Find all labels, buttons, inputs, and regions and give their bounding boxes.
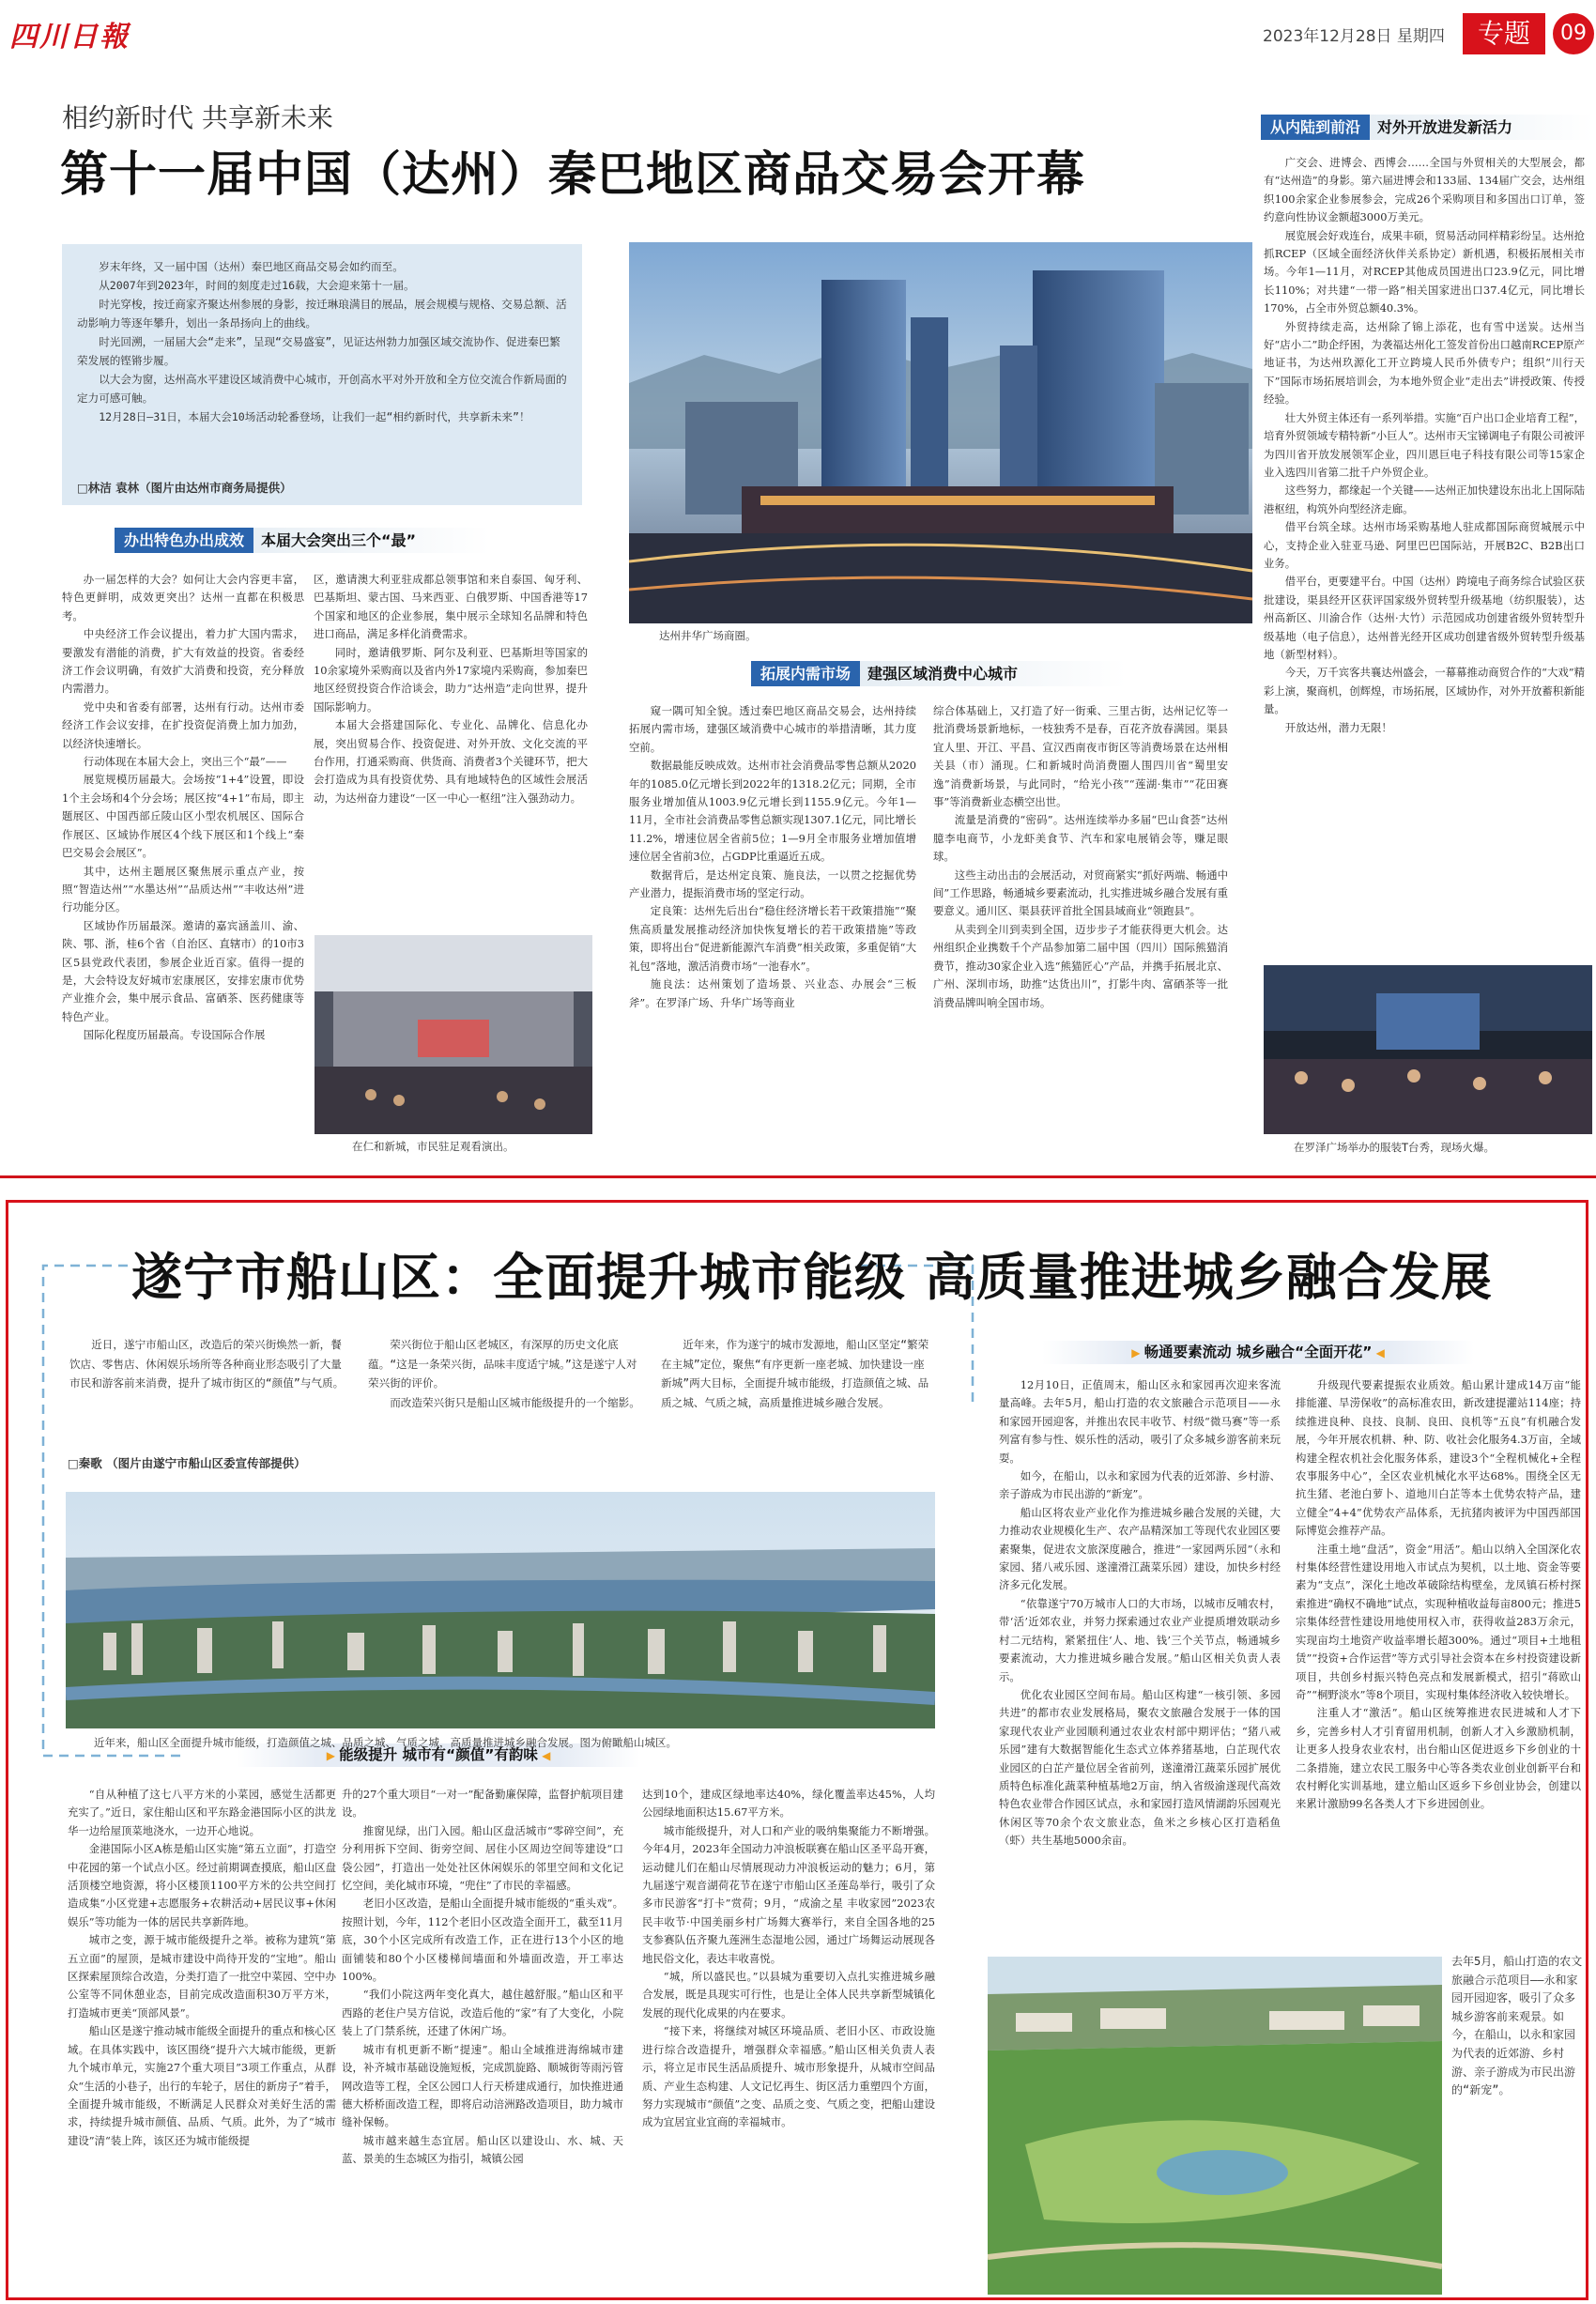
photo-1-caption: 达州井华广场商圈。 [659, 629, 757, 642]
photo-mall-performance [315, 935, 592, 1134]
garden-photo-caption: 去年5月，船山打造的农文旅融合示范项目——永和家园开园迎客，吸引了众多城乡游客前来观景。如今，在船山，以永和家园为代表的近郊游、乡村游、亲子游成为市民出游的“新宠”。 [1451, 1955, 1583, 2097]
subhead-3-text: 对外开放进发新活力 [1377, 118, 1513, 136]
top-story-lead-box [62, 244, 582, 505]
photo-shopping-district [629, 242, 1252, 623]
bottom-col-e: 升级现代要素提振农业质效。船山累计建成14万亩“能排能灌、旱涝保收”的高标准农田，新改建提灌站114座；持续推进良种、良技、良制、良田、良机等“五良”有机融合发展，今年开展农机耕、种、防、收社会化服务4.3万亩，全域构建全程农机社会化服务体系，建设3个“全程机械化+全程农事服务中心”，全区农业机械化水平达68%。围绕全区无抗生猪、老池白萝卜、道地川白芷等本土优势农特产品，建立健全“4+4”优势农产品体系，无抗猪肉被评为中国西部国际博览会推荐产品。 注重土地“盘活”，资金“用活”。船山以纳入全国深化农村集体经营性建设用地入市试点为契机，以土地、资金等要素为“支点”，深化土地改革破除结构壁垒，龙凤镇石桥村探索推进“确权不确地”试点，实现种植收益每亩800元；推进5宗集体经营性建设用地使用权入市，获得收益283万余元，实现亩均土地资产收益率增长超300%。通过“项目+土地租赁”“投资+合作运营”等方式引导社会资本在乡村投资建设新项目，共创乡村振兴特色亮点和发展新模式，招引“蒋欧山奇”“桐野淡水”等8个项目，实现村集体经济收入较快增长。 注重人才“激活”。船山区统筹推进农民进城和人才下乡，完善乡村人才引育留用机制，创新人才入乡激励机制，让更多人投身农业农村，出台船山区促进返乡下乡创业的十二条措施，建立农民工服务中心等各类农业创业创新平台和农村孵化实训基地，建立船山区返乡下乡创业协会，创建以来累计激励99名各类人才下乡进园创业。 [1296, 1378, 1581, 1811]
subhead-1-text: 本届大会突出三个“最” [261, 531, 417, 549]
top-story-lead: 岁末年终，又一届中国（达州）秦巴地区商品交易会如约而至。 从2007年到2023年，时间的刻度走过16载，大会迎来第十一届。 时光穿梭，按迁商家齐聚达州参展的身影，按迁琳琅满目的展品，展会规模与规格、交易总额、活动影响力等逐年攀升，划出一条昂扬向上的曲线。 时光回溯，一届届大会“走来”，呈现“交易盛宴”，见证达州勃力加强区域交流协作、促进秦巴繁荣发展的铿锵步履。 以大会为窗，达州高水平建设区域消费中心城市，开创高水平对外开放和全方位交流合作新局面的定力可感可触。 12月28日—31日，本届大会10场活动轮番登场，让我们一起“相约新时代，共享新未来”！ [77, 260, 567, 423]
top-col-d: 综合体基础上，又打造了好一街乘、三里古街，达州记忆等一批消费场景新地标，一枝独秀不是春，百花齐放春满园。渠县宜人里、开江、平昌、宣汉西南夜市街区等消费场景在达州相关县（市）涌现。仁和新城时尚消费圈人围四川省“蜀里安逸”消费新场景，与此同时，“给光小孩”“莲湖·集市”“花田赛事”等消费新业态横空出世。 流量是消费的“密码”。达州连续举办多届“巴山食荟”达州臆李电商节，小龙虾美食节、汽车和家电展销会等，赚足眼球。 这些主动出击的会展活动，对贸商紧实“抓好两端、畅通中间”工作思路，畅通城乡要素流动，扎实推进城乡融合发展有重要意义。通川区、渠县获评首批全国县域商业“领跑县”。 从卖到全川到卖到全国，迈步步子才能获得更大机会。达州组织企业携数千个产品参加第二届中国（四川）国际熊猫消费节，推动30家企业入选“熊猫匠心”产品，并携手拓展北京、广州、深圳市场，助推“达货出川”，打影牛肉、富硒茶等一批消费品牌叫响全国市场。 [933, 704, 1228, 1009]
subhead-1 [115, 528, 490, 553]
bottom-story-byline: □秦歌 （图片由遂宁市船山区委宣传部提供） [68, 1456, 306, 1470]
photo-2-caption: 在仁和新城，市民驻足观看演出。 [352, 1140, 514, 1153]
subhead-2-text: 建强区域消费中心城市 [867, 665, 1019, 683]
page-number: 09 [1553, 13, 1594, 54]
bottom-subhead-2: ▶ 能级提升 城市有“颜值”有韵味 ◀ [237, 1743, 640, 1767]
photo-3-caption: 在罗泽广场举办的服装T台秀，现场火爆。 [1294, 1141, 1496, 1154]
issue-date: 2023年12月28日 星期四 [1263, 27, 1445, 46]
bottom-lead-3: 近年来，作为遂宁的城市发源地，船山区坚定“繁荣在主城”定位，聚焦“有序更新一座老城、加快建设一座新城”两大目标，全面提升城市能级，打造颜值之城、品质之城、气质之城，高质量推进城乡融合发展。 [661, 1338, 929, 1409]
bottom-subhead-1-text: 畅通要素流动 城乡融合“全面开花” [1143, 1344, 1373, 1360]
subhead-3-label: 从内陆到前沿 [1261, 115, 1370, 140]
bottom-lead-1: 近日，遂宁市船山区，改造后的荣兴街焕然一新，餐饮店、零售店、休闲娱乐场所等各种商业形态吸引了大量市民和游客前来消费，提升了城市街区的“颜值”与气质。 [69, 1338, 345, 1390]
subhead-2-label: 拓展内需市场 [751, 661, 860, 686]
bottom-lead-2: 荣兴街位于船山区老城区，有深厚的历史文化底蕴。“这是一条荣兴街，品味丰度适宁城。”这是遂宁人对荣兴街的评价。 而改造荣兴街只是船山区城市能级提升的一个缩影。 [368, 1338, 640, 1409]
photo-fashion-show [1264, 965, 1592, 1134]
bottom-subhead-2-text: 能级提升 城市有“颜值”有韵味 [339, 1746, 538, 1763]
top-story-title: 第十一届中国（达州）秦巴地区商品交易会开幕 [60, 147, 1086, 203]
subhead-2 [751, 661, 1127, 686]
photo-yonghe-garden [988, 1957, 1442, 2295]
top-col-a: 办一届怎样的大会？如何让大会内容更丰富，特色更鲜明，成效更突出？达州一直都在积极思考。 中央经济工作会议提出，着力扩大国内需求，要激发有潜能的消费，扩大有效益的投资。省委经济工作会议明确，有效扩大消费和投资，充分释放内需潜力。 党中央和省委有部署，达州有行动。达州市委经济工作会议安排，在扩投资促消费上加力加劲，以经济快速增长。 行动体现在本届大会上，突出三个“最”—— 展览规模历届最大。会场按“1+4”设置，即设1个主会场和4个分会场；展区按“4+1”布局，即主题展区、中国西部丘陵山区小型农机展区、国际合作展区、区域协作展区4个线下展区和1个线上“秦巴交易会会展区”。 其中，达州主题展区聚焦展示重点产业，按照“智造达州”“水墨达州”“品质达州”“丰收达州”进行功能分区。 区域协作历届最深。邀请的嘉宾涵盖川、渝、陕、鄂、浙，桂6个省（自治区、直辖市）的10市3区5县党政代表团，参展企业近百家。值得一提的是，大会特设友好城市宏康展区，安排宏康市优势产业推介会，集中展示食品、富硒茶、医药健康等特色产业。 国际化程度历届最高。专设国际合作展 [62, 573, 304, 1042]
top-story-byline: □林洁 袁林（图片由达州市商务局提供） [77, 481, 292, 495]
top-story-kicker: 相约新时代 共享新未来 [62, 102, 333, 133]
bottom-col-a: “自从种植了这七八平方米的小菜园，感觉生活都更充实了。”近日，家住船山区和平东路金港国际小区的洪龙华一边给屋顶菜地浇水，一边开心地说。 金港国际小区A栋是船山区实施“第五立面”，打造空中花园的第一个试点小区。经过前期调查摸底，船山区盘活顶楼空地资源，将小区楼顶1100平方米的公共空间打造成集“小区党建+志愿服务+农耕活动+居民议事+休闲娱乐”等功能为一体的居民共享新阵地。 城市之变，源于城市能级提升之举。被称为建筑“第五立面”的屋顶，是城市建设中尚待开发的“宝地”。船山区探索屋顶综合改造，分类打造了一批空中菜园、空中办公室等不同休憩业态，目前完成改造面积30万平方米，打造城市更美“顶部风景”。 船山区是遂宁推动城市能级全面提升的重点和核心区域。在具体实践中，该区围绕“提升六大城市能级，更新九个城市单元，实施27个重大项目”3项工作重点，从群众“生活的小巷子，出行的车轮子，居住的新房子”着手，全面提升城市能级，不断满足人民群众对美好生活的需求，持续提升城市颜值、品质、气质。此外，为了“城市建设”清“装上阵，该区还为城市能级提 [68, 1788, 336, 2147]
photo-aerial-city [66, 1492, 935, 1728]
aerial-photo-caption: 近年来，船山区全面提升城市能级，打造颜值之城、品质之城、气质之城，高质量推进城乡融合发展。图为俯瞰船山城区。 [94, 1736, 677, 1749]
bottom-col-b: 升的27个重大项目“一对一”配备勤廉保障，监督护航项目建设。 推窗见绿，出门入园。船山区盘活城市“零碎空间”，充分利用拆下空间、街旁空间、居住小区周边空间等建设“口袋公园”，打造出一处处社区休闲娱乐的邻里空间和文化记忆空间，美化城市环境，“兜住”了市民的幸福感。 老旧小区改造，是船山全面提升城市能级的“重头戏”。按照计划，今年，112个老旧小区改造全面开工，截至11月底，30个小区完成所有改造工作，正在进行13个小区的地面铺装和80个小区楼梯间墙面和外墙面改造，开工率达100%。 “我们小院这两年变化真大，越住越舒服。”船山区和平西路的老住户吴方信说，改造后他的“家”有了大变化，小院装上了门禁系统，还建了休闲广场。 城市有机更新不断“提速”。船山全域推进海绵城市建设，补齐城市基础设施短板，完成凯旋路、顺城街等雨污管网改造等工程，全区公园口人行天桥建成通行，加快推进通德大桥桥面改造工程，即将启动涪洲路改造项目，助力城市缝补保畅。 城市越来越生态宜居。船山区以建设山、水、城、天蓝、景美的生态城区为指引，城镇公园 [342, 1788, 623, 2166]
top-col-b: 区，邀请澳大利亚驻成都总领事馆和来自泰国、匈牙利、巴基斯坦、蒙古国、马来西亚、白俄罗斯、中国香港等17个国家和地区的企业参展，集中展示全球知名品牌和特色进口商品，满足多样化消费需求。 同时，邀请俄罗斯、阿尔及利亚、巴基斯坦等国家的10余家境外采购商以及省内外17家境内采购商，参加秦巴地区经贸投资合作洽谈会，助力“达州造”走向世界，提升国际影响力。 本届大会搭建国际化、专业化、品牌化、信息化办展，突出贸易合作、投资促进、对外开放、文化交流的平台作用，打通采购商、供货商、消费者3个关键环节，把大会打造成为具有投资优势、具有地域特色的区域性会展活动，为达州奋力建设“一区一中心一枢纽”注入强劲动力。 [314, 573, 588, 805]
section-divider [0, 1175, 1596, 1178]
subhead-1-label: 办出特色办出成效 [115, 528, 253, 553]
bottom-story-title: 遂宁市船山区：全面提升城市能级 高质量推进城乡融合发展 [131, 1248, 1493, 1307]
top-col-e: 广交会、进博会、西博会……全国与外贸相关的大型展会，都有“达州造”的身影。第六届进博会和133届、134届广交会，达州组织100余家企业参展参会，完成26个采购项目和多国出口订单，签约意向性协议金额超3000万美元。 展览展会好戏连台，成果丰硕，贸易活动同样精彩纷呈。达州抢抓RCEP（区域全面经济伙伴关系协定）新机遇，积极拓展相关市场。今年1—11月，对RCEP其他成员国进出口23.9亿元，同比增长110%；对共建“一带一路”相关国家进出口37.4亿元，同比增长170%，占全市外贸总额40.3%。 外贸持续走高，达州除了锦上添花，也有雪中送炭。达州当好“店小二”助企纾困，为袭福达州化工签发首份出口越南RCEP原产地证书，为达州玖源化工开立跨境人民币外债专户；组织“川行天下”国际市场拓展培训会，为本地外贸企业“走出去”讲授政策、传授经验。 壮大外贸主体还有一系列举措。实施“百户出口企业培育工程”，培育外贸领域专精特新“小巨人”。达州市天宝锑调电子有限公司被评为四川省开放发展领军企业，四川恩巨电子科技有限公司等15家企业入选四川省第二批千户外贸企业。 这些努力，都缘起一个关键——达州正加快建设东出北上国际陆港枢纽，构筑外向型经济走廊。 借平台筑全球。达州市场采购基地人驻成都国际商贸城展示中心，支持企业入驻亚马逊、阿里巴巴国际站，开展B2C、B2B出口业务。 借平台，更要建平台。中国（达州）跨境电子商务综合试验区获批建设，渠县经开区获评国家级外贸转型升级基地（纺织服装），达州高新区、川渝合作（达州·大竹）示范园成功创建省级外贸转型升级基地（电子信息），达州普光经开区成功创建省级外贸转型升级基地（新型材料）。 今天，万千宾客共襄达州盛会，一幕幕推动商贸合作的“大戏”精彩上演，聚商机，创辉煌，市场拓展，区域协作，对外开放蓄积新能量。 开放达州，潜力无限！ [1264, 156, 1585, 734]
top-col-c: 窥一隅可知全貌。透过秦巴地区商品交易会，达州持续拓展内需市场，建强区域消费中心城市的举措清晰，其力度空前。 数据最能反映成效。达州市社会消费品零售总额从2020年的1085.0亿元增长到2022年的1318.2亿元；同期，全市服务业增加值从1003.9亿元增长到1155.9亿元。今年1—11月，全市社会消费品零售总额实现1307.1亿元，同比增长11.2%，增速位居全省前5位；1—9月全市服务业增加值增速位居全省前3位，占GDP比重逼近五成。 数据背后，是达州定良策、施良法，一以贯之挖掘优势产业潜力，提振消费市场的坚定行动。 定良策：达州先后出台“稳住经济增长若干政策措施”“聚焦高质量发展推动经济加快恢复增长的若干政策措施”等政策，即将出台“促进新能源汽车消费”相关政策，多重促销“大礼包”落地，激活消费市场“一池春水”。 施良法：达州策划了造场景、兴业态、办展会“三板斧”。在罗泽广场、升华广场等商业 [629, 704, 916, 1009]
bottom-col-c: 达到10个，建成区绿地率达40%，绿化覆盖率达45%，人均公园绿地面积达15.67平方米。 城市能级提升，对人口和产业的吸纳集聚能力不断增强。今年4月，2023年全国动力冲浪板联赛在船山区圣平岛开赛，运动健儿们在船山尽情展现动力冲浪板运动的魅力；6月，第九届遂宁观音湖荷花节在遂宁市船山区圣莲岛举行，吸引了众多市民游客“打卡”赏荷；9月，“成渝之星 丰收家园”2023农民丰收节·中国美丽乡村广场舞大赛举行，来自全国各地的25支参赛队伍齐聚九莲洲生态湿地公园，通过广场舞运动展现各地民俗文化，表达丰收喜悦。 “城，所以盛民也。”以县城为重要切入点扎实推进城乡融合发展，既是具现实可行性，也是让全体人民共享新型城镇化发展的现代化成果的内在要求。 “接下来，将继续对城区环境品质、老旧小区、市政设施进行综合改造提升，增强群众幸福感。”船山区相关负责人表示，将立足市民生活品质提升、城市形象提升，从城市空间品质、产业生态构建、人文记忆再生、街区活力重塑四个方面，努力实现城市“颜值”之变、品质之变、气质之变，把船山建设成为宜居宜业宜商的幸福城市。 [642, 1788, 935, 2129]
subhead-3 [1261, 115, 1594, 140]
section-tag: 专题 [1463, 13, 1545, 54]
newspaper-logo: 四川日報 [9, 21, 130, 54]
bottom-subhead-1: ▶ 畅通要素流动 城乡融合“全面开花” ◀ [1042, 1341, 1474, 1364]
bottom-col-d: 12月10日，正值周末，船山区永和家园再次迎来客流量高峰。去年5月，船山打造的农文旅融合示范项目——永和家园开园迎客，并推出农民丰收节、村级“微马赛”等一系列富有参与性、娱乐性的活动，吸引了众多城乡游客前来玩耍。 如今，在船山，以永和家园为代表的近郊游、乡村游、亲子游成为市民出游的“新宠”。 船山区将农业产业化作为推进城乡融合发展的关键，大力推动农业规模化生产、农产品精深加工等现代农业园区要素聚集，促进农文旅深度融合，推进“一家园两乐园”（永和家园、猪八戒乐园、遂潼滑江蔬菜乐园）建设，加快乡村经济多元化发展。 “依靠遂宁70万城市人口的大市场，以城市反哺农村，带‘活’近郊农业，并努力探索通过农业产业提质增效联动乡村二元结构，紧紧扭住‘人、地、钱’三个关节点，畅通城乡要素流动，大力推进城乡融合发展。”船山区相关负责人表示。 优化农业园区空间布局。船山区构建“一核引领、多园共进”的都市农业发展格局，聚农文旅融合发展于一体的国家现代农业产业园顺利通过农业农村部中期评估；“猪八戒乐园”建有大数据智能化生态式立体养猪基地，白芷现代农业园区的白芷产量位居全省前列，遂潼滑江蔬菜乐园扩展优质特色标准化蔬菜种植基地2万亩，纳入省级渝遂现代高效特色农业带合作园区试点，永和家园打造风情湖韵乐园观光休闲区等70余个农文旅业态，鱼米之乡核心区打造稻鱼（虾）共生基地5000余亩。 [999, 1378, 1281, 1848]
